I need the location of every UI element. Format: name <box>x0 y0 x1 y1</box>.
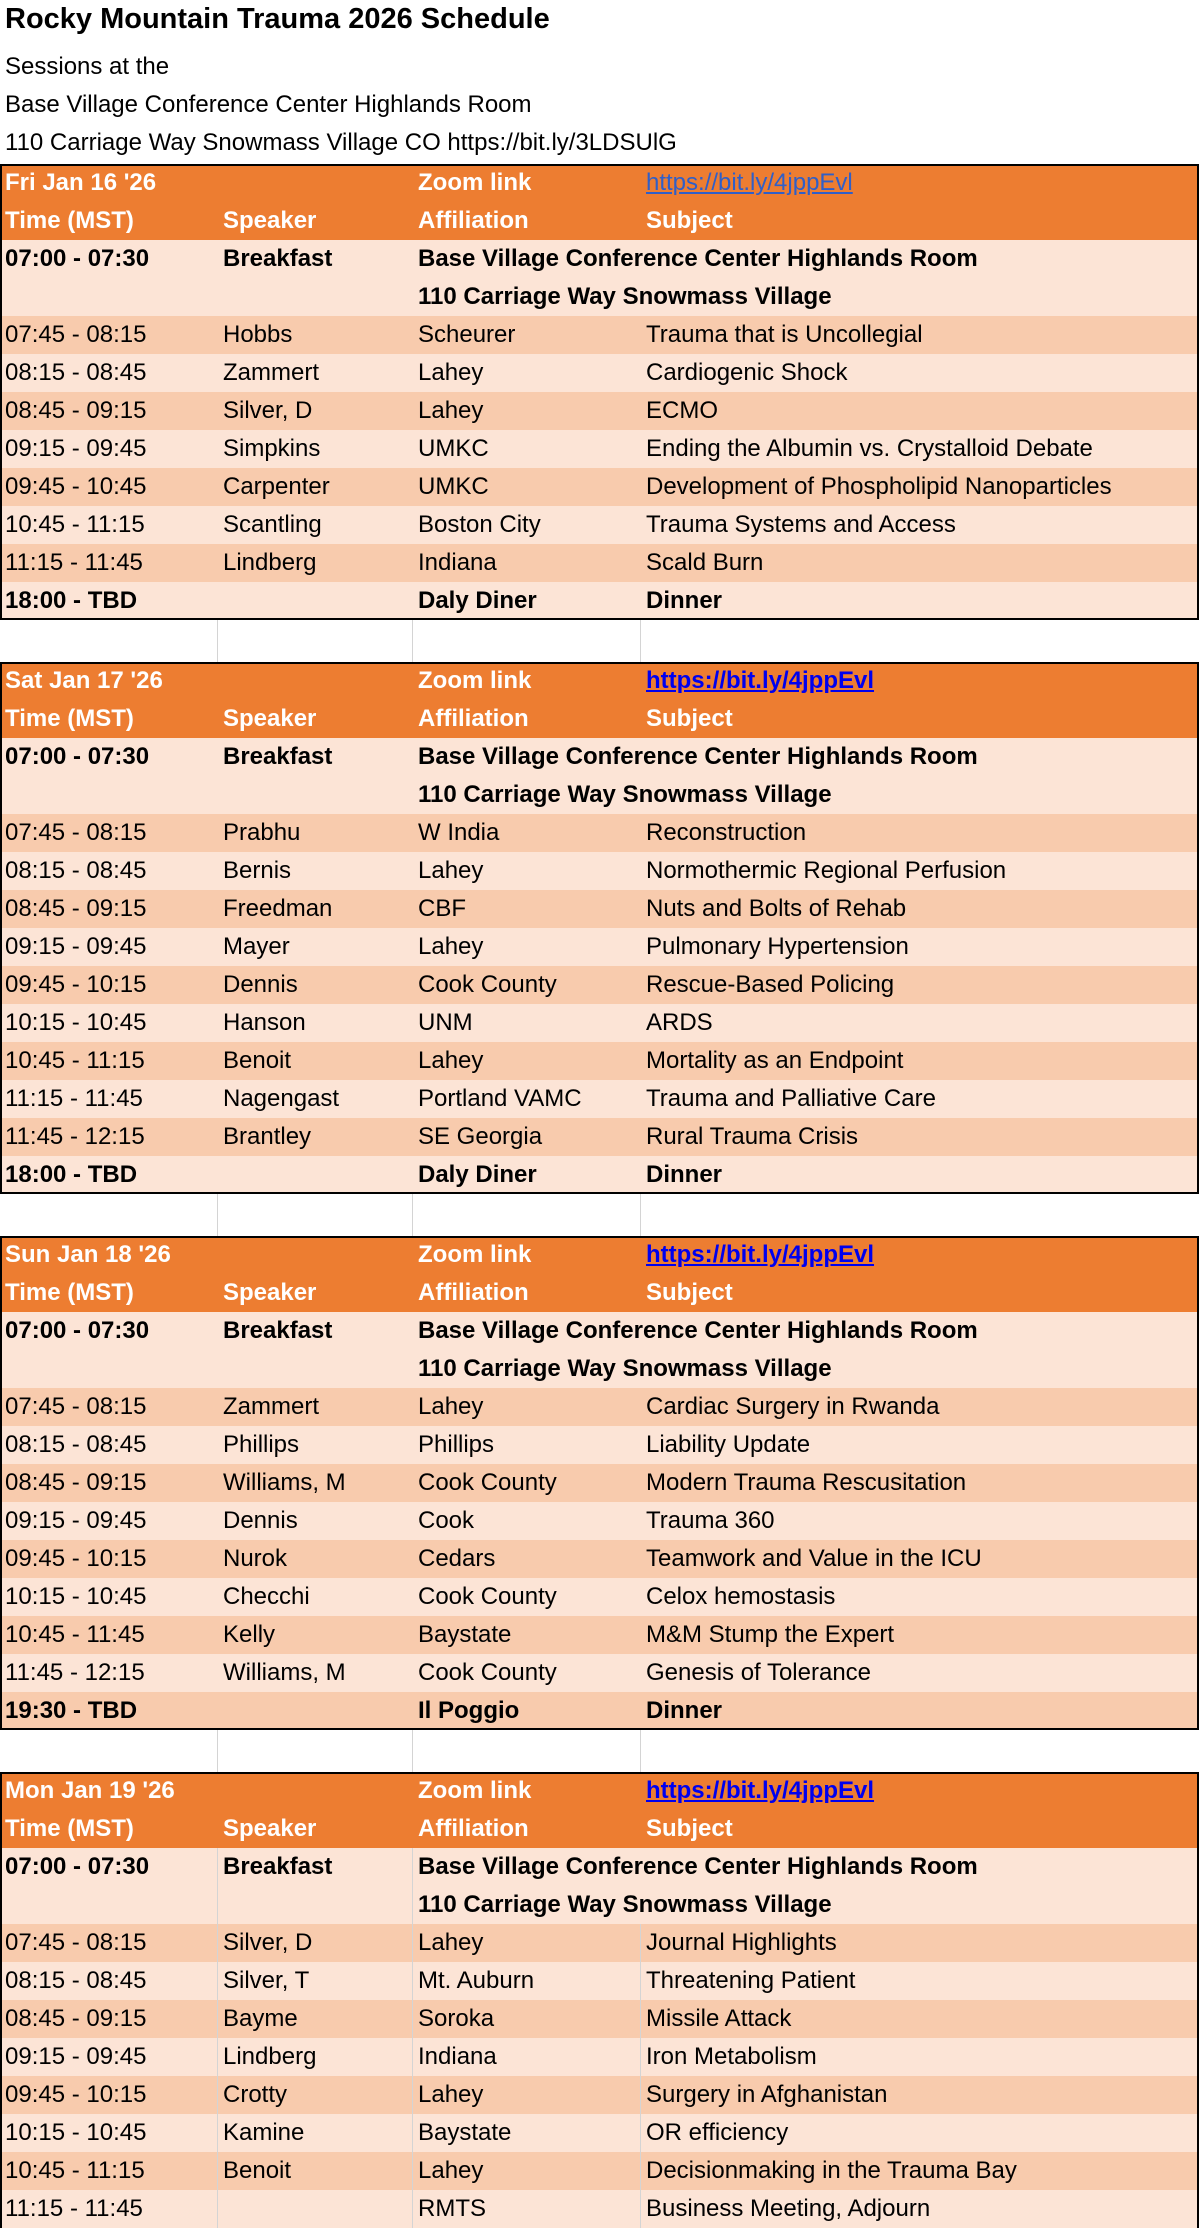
session-time: 10:45 - 11:45 <box>5 1621 145 1648</box>
session-subject: Teamwork and Value in the ICU <box>646 1545 982 1572</box>
session-affiliation: Lahey <box>418 397 484 424</box>
session-row <box>0 2190 1199 2228</box>
session-subject: Decisionmaking in the Trauma Bay <box>646 2157 1017 2184</box>
session-subject: Surgery in Afghanistan <box>646 2081 888 2108</box>
session-speaker <box>218 2190 413 2228</box>
day-header-row <box>0 1236 1199 1274</box>
session-speaker: Silver, T <box>218 1962 413 2000</box>
zoom-link-cell <box>641 164 1199 202</box>
session-affiliation: Lahey <box>418 1047 484 1074</box>
session-row <box>0 852 1199 890</box>
breakfast-time-blank <box>0 278 218 316</box>
session-speaker: Kamine <box>218 2114 413 2152</box>
session-affiliation: Baystate <box>413 2114 641 2152</box>
session-time: 09:45 - 10:15 <box>5 1545 147 1572</box>
session-subject: Business Meeting, Adjourn <box>646 2195 931 2222</box>
session-speaker: Hanson <box>223 1009 306 1036</box>
intro-row-2 <box>0 86 1199 124</box>
session-time: 09:15 - 09:45 <box>5 435 147 462</box>
session-affiliation: Cook County <box>418 1583 557 1610</box>
spacer-row <box>0 1194 1199 1236</box>
session-time: 08:45 - 09:15 <box>5 397 147 424</box>
breakfast-time: 07:00 - 07:30 <box>5 245 150 272</box>
session-time: 10:15 - 10:45 <box>5 1009 147 1036</box>
session-time: 08:45 - 09:15 <box>0 2000 218 2038</box>
day-label: Sat Jan 17 '26 <box>5 667 163 694</box>
session-time: 09:15 - 09:45 <box>5 1507 147 1534</box>
breakfast-row <box>0 738 1199 776</box>
breakfast-venue: Base Village Conference Center Highlands Room <box>418 1317 978 1344</box>
session-subject: Trauma that is Uncollegial <box>646 321 923 348</box>
session-speaker: Lindberg <box>223 549 317 576</box>
session-row <box>0 392 1199 430</box>
session-time: 08:45 - 09:15 <box>5 895 147 922</box>
breakfast-row-2 <box>0 278 1199 316</box>
dinner-venue: Il Poggio <box>418 1697 520 1724</box>
spacer-cell <box>218 1730 413 1772</box>
zoom-link-cell <box>641 662 1199 700</box>
session-speaker: Bayme <box>218 2000 413 2038</box>
spacer-cell <box>413 1730 641 1772</box>
spacer-row <box>0 1730 1199 1772</box>
dinner-speaker-blank <box>218 582 413 620</box>
session-affiliation: UMKC <box>418 435 489 462</box>
header-time: Time (MST) <box>5 207 134 234</box>
session-speaker: Kelly <box>223 1621 276 1648</box>
session-subject: Ending the Albumin vs. Crystalloid Debate <box>646 435 1093 462</box>
session-row <box>0 354 1199 392</box>
session-subject: Scald Burn <box>646 549 764 576</box>
session-affiliation: Lahey <box>413 1924 641 1962</box>
session-row <box>0 1654 1199 1692</box>
breakfast-time-blank <box>0 1886 218 1924</box>
session-row <box>0 1118 1199 1156</box>
title-row <box>0 0 1199 48</box>
session-subject: Cardiac Surgery in Rwanda <box>646 1393 940 1420</box>
zoom-link[interactable]: https://bit.ly/4jppEvl <box>646 169 853 196</box>
spacer-cell <box>413 1194 641 1236</box>
session-affiliation: SE Georgia <box>418 1123 543 1150</box>
session-subject: Normothermic Regional Perfusion <box>646 857 1007 884</box>
day-label: Fri Jan 16 '26 <box>5 169 157 196</box>
header-subject: Subject <box>646 1279 733 1306</box>
session-time: 07:45 - 08:15 <box>0 1924 218 1962</box>
session-subject: Pulmonary Hypertension <box>646 933 909 960</box>
session-affiliation: Phillips <box>418 1431 495 1458</box>
spacer-cell <box>0 1730 218 1772</box>
session-row <box>0 966 1199 1004</box>
session-affiliation: Cook County <box>418 1659 557 1686</box>
session-row <box>0 2000 1199 2038</box>
session-row <box>0 1426 1199 1464</box>
session-time: 08:15 - 08:45 <box>5 1431 147 1458</box>
spacer-cell <box>0 620 218 662</box>
session-subject: Genesis of Tolerance <box>646 1659 872 1686</box>
breakfast-venue: Base Village Conference Center Highlands Room <box>418 743 978 770</box>
session-subject: Mortality as an Endpoint <box>646 1047 904 1074</box>
session-subject: OR efficiency <box>646 2119 789 2146</box>
breakfast-row-2 <box>0 1350 1199 1388</box>
session-subject: Development of Phospholipid Nanoparticles <box>646 473 1112 500</box>
session-time: 11:15 - 11:45 <box>5 549 143 576</box>
day-header-row <box>0 1772 1199 1810</box>
intro-line: Base Village Conference Center Highlands Room <box>5 91 532 118</box>
session-time: 09:45 - 10:45 <box>5 473 147 500</box>
session-affiliation: Cook County <box>418 971 557 998</box>
zoom-link-cell <box>641 1772 1199 1810</box>
day-header-row <box>0 662 1199 700</box>
session-speaker: Zammert <box>223 359 319 386</box>
session-speaker: Benoit <box>218 2152 413 2190</box>
session-subject: Rural Trauma Crisis <box>646 1123 859 1150</box>
zoom-link-label: Zoom link <box>418 667 532 694</box>
session-row <box>0 430 1199 468</box>
spacer-cell <box>0 1194 218 1236</box>
session-subject: Reconstruction <box>646 819 807 846</box>
session-subject: Rescue-Based Policing <box>646 971 895 998</box>
header-affiliation: Affiliation <box>418 1279 529 1306</box>
zoom-link[interactable]: https://bit.ly/4jppEvl <box>646 667 875 694</box>
session-row <box>0 928 1199 966</box>
session-speaker: Nurok <box>223 1545 288 1572</box>
header-subject: Subject <box>646 207 733 234</box>
session-row <box>0 2076 1199 2114</box>
session-time: 09:15 - 09:45 <box>0 2038 218 2076</box>
session-subject: Celox hemostasis <box>646 1583 836 1610</box>
session-subject: Cardiogenic Shock <box>646 359 848 386</box>
session-subject: Nuts and Bolts of Rehab <box>646 895 907 922</box>
breakfast-label-blank <box>218 1350 413 1388</box>
session-affiliation: Portland VAMC <box>418 1085 582 1112</box>
session-time: 08:15 - 08:45 <box>0 1962 218 2000</box>
session-speaker: Williams, M <box>223 1469 346 1496</box>
session-speaker: Brantley <box>223 1123 312 1150</box>
session-affiliation: Cook <box>418 1507 475 1534</box>
zoom-link-label: Zoom link <box>418 1241 532 1268</box>
breakfast-label: Breakfast <box>218 1848 413 1886</box>
session-row <box>0 544 1199 582</box>
session-affiliation: UMKC <box>418 473 489 500</box>
session-row <box>0 1924 1199 1962</box>
session-time: 10:45 - 11:15 <box>5 1047 145 1074</box>
session-subject: Journal Highlights <box>646 1929 837 1956</box>
session-subject: Modern Trauma Rescusitation <box>646 1469 967 1496</box>
header-subject: Subject <box>646 1815 733 1842</box>
session-speaker: Checchi <box>223 1583 310 1610</box>
session-row <box>0 1080 1199 1118</box>
zoom-link[interactable]: https://bit.ly/4jppEvl <box>646 1777 875 1804</box>
session-time: 11:15 - 11:45 <box>0 2190 218 2228</box>
column-header-row <box>0 202 1199 240</box>
session-time: 10:45 - 11:15 <box>0 2152 218 2190</box>
session-row <box>0 2152 1199 2190</box>
header-speaker: Speaker <box>223 705 317 732</box>
breakfast-address: 110 Carriage Way Snowmass Village <box>418 781 832 808</box>
breakfast-venue: Base Village Conference Center Highlands Room <box>418 245 978 272</box>
breakfast-label: Breakfast <box>223 245 333 272</box>
session-row <box>0 1042 1199 1080</box>
session-affiliation: UNM <box>418 1009 473 1036</box>
session-speaker: Lindberg <box>218 2038 413 2076</box>
session-time: 09:45 - 10:15 <box>0 2076 218 2114</box>
session-affiliation: Soroka <box>413 2000 641 2038</box>
session-affiliation: Lahey <box>413 2152 641 2190</box>
breakfast-label-blank <box>218 776 413 814</box>
breakfast-address: 110 Carriage Way Snowmass Village <box>418 283 832 310</box>
session-row <box>0 468 1199 506</box>
session-speaker: Prabhu <box>223 819 301 846</box>
header-time: Time (MST) <box>5 705 134 732</box>
session-time: 11:45 - 12:15 <box>5 1123 145 1150</box>
session-subject: ECMO <box>646 397 718 424</box>
session-time: 08:45 - 09:15 <box>5 1469 147 1496</box>
session-speaker: Nagengast <box>223 1085 340 1112</box>
session-time: 10:15 - 10:45 <box>5 1583 147 1610</box>
breakfast-time-blank <box>0 1350 218 1388</box>
spacer-row <box>0 620 1199 662</box>
breakfast-row <box>0 1312 1199 1350</box>
session-row <box>0 890 1199 928</box>
breakfast-venue: Base Village Conference Center Highlands Room <box>418 1853 978 1880</box>
header-time: Time (MST) <box>5 1815 134 1842</box>
session-affiliation: Cook County <box>418 1469 557 1496</box>
session-speaker: Benoit <box>223 1047 292 1074</box>
session-speaker: Phillips <box>223 1431 300 1458</box>
header-affiliation: Affiliation <box>418 705 529 732</box>
dinner-time: 18:00 - TBD <box>5 587 138 614</box>
session-row <box>0 316 1199 354</box>
session-time: 10:15 - 10:45 <box>0 2114 218 2152</box>
column-header-row <box>0 1274 1199 1312</box>
session-speaker: Bernis <box>223 857 292 884</box>
session-affiliation: Indiana <box>418 549 497 576</box>
header-affiliation: Affiliation <box>418 1815 529 1842</box>
header-speaker: Speaker <box>223 1815 317 1842</box>
session-speaker: Freedman <box>223 895 333 922</box>
session-subject: M&M Stump the Expert <box>646 1621 895 1648</box>
zoom-link-label: Zoom link <box>418 169 532 196</box>
dinner-time: 19:30 - TBD <box>5 1697 138 1724</box>
session-affiliation: RMTS <box>413 2190 641 2228</box>
session-row <box>0 1502 1199 1540</box>
breakfast-row <box>0 1848 1199 1886</box>
session-time: 09:15 - 09:45 <box>5 933 147 960</box>
session-speaker: Carpenter <box>223 473 330 500</box>
session-affiliation: Cedars <box>418 1545 496 1572</box>
session-row <box>0 2038 1199 2076</box>
dinner-label: Dinner <box>646 587 723 614</box>
page-title: Rocky Mountain Trauma 2026 Schedule <box>5 3 550 35</box>
dinner-speaker-blank <box>218 1692 413 1730</box>
session-affiliation: CBF <box>418 895 466 922</box>
session-time: 07:45 - 08:15 <box>5 321 147 348</box>
session-subject: Threatening Patient <box>646 1967 856 1994</box>
zoom-link[interactable]: https://bit.ly/4jppEvl <box>646 1241 875 1268</box>
session-subject: Trauma 360 <box>646 1507 775 1534</box>
session-affiliation: Lahey <box>418 857 484 884</box>
intro-line: Sessions at the <box>5 53 170 80</box>
session-row <box>0 1388 1199 1426</box>
intro-row-1 <box>0 48 1199 86</box>
session-subject: Missile Attack <box>646 2005 792 2032</box>
session-affiliation: Lahey <box>418 359 484 386</box>
session-speaker: Hobbs <box>223 321 293 348</box>
breakfast-address: 110 Carriage Way Snowmass Village <box>418 1891 832 1918</box>
intro-line: 110 Carriage Way Snowmass Village CO https://bit.ly/3LDSUlG <box>5 129 677 156</box>
dinner-speaker-blank <box>218 1156 413 1194</box>
session-row <box>0 2114 1199 2152</box>
dinner-row <box>0 1156 1199 1194</box>
breakfast-row-2 <box>0 1886 1199 1924</box>
session-affiliation: W India <box>418 819 500 846</box>
session-subject: Iron Metabolism <box>646 2043 817 2070</box>
session-affiliation: Boston City <box>418 511 541 538</box>
session-time: 08:15 - 08:45 <box>5 857 147 884</box>
session-subject: Liability Update <box>646 1431 811 1458</box>
session-time: 11:15 - 11:45 <box>5 1085 143 1112</box>
dinner-label: Dinner <box>646 1161 723 1188</box>
spacer-cell <box>218 620 413 662</box>
spacer-cell <box>218 1194 413 1236</box>
breakfast-label-blank <box>218 278 413 316</box>
dinner-venue: Daly Diner <box>418 1161 537 1188</box>
session-speaker: Dennis <box>223 971 298 998</box>
session-subject: ARDS <box>646 1009 713 1036</box>
session-speaker: Crotty <box>218 2076 413 2114</box>
session-speaker: Simpkins <box>223 435 321 462</box>
column-header-row <box>0 1810 1199 1848</box>
session-affiliation: Baystate <box>418 1621 512 1648</box>
breakfast-label: Breakfast <box>223 1317 333 1344</box>
header-speaker: Speaker <box>223 207 317 234</box>
session-speaker: Silver, D <box>218 1924 413 1962</box>
session-speaker: Scantling <box>223 511 322 538</box>
column-header-row <box>0 700 1199 738</box>
dinner-venue: Daly Diner <box>418 587 537 614</box>
breakfast-row <box>0 240 1199 278</box>
breakfast-row-2 <box>0 776 1199 814</box>
session-row <box>0 814 1199 852</box>
breakfast-label-blank <box>218 1886 413 1924</box>
session-row <box>0 1540 1199 1578</box>
session-row <box>0 1616 1199 1654</box>
day-label: Sun Jan 18 '26 <box>5 1241 171 1268</box>
session-row <box>0 506 1199 544</box>
day-header-row <box>0 164 1199 202</box>
session-speaker: Williams, M <box>223 1659 346 1686</box>
header-speaker: Speaker <box>223 1279 317 1306</box>
session-time: 08:15 - 08:45 <box>5 359 147 386</box>
intro-row-3 <box>0 124 1199 162</box>
breakfast-time: 07:00 - 07:30 <box>5 1317 150 1344</box>
session-row <box>0 1004 1199 1042</box>
session-affiliation: Lahey <box>418 933 484 960</box>
breakfast-time-blank <box>0 776 218 814</box>
zoom-link-cell <box>641 1236 1199 1274</box>
zoom-link-label: Zoom link <box>418 1777 532 1804</box>
session-affiliation: Scheurer <box>418 321 516 348</box>
session-affiliation: Indiana <box>413 2038 641 2076</box>
dinner-time: 18:00 - TBD <box>5 1161 138 1188</box>
session-speaker: Zammert <box>223 1393 319 1420</box>
session-time: 10:45 - 11:15 <box>5 511 145 538</box>
session-time: 11:45 - 12:15 <box>5 1659 145 1686</box>
session-time: 07:45 - 08:15 <box>5 819 147 846</box>
session-affiliation: Lahey <box>418 1393 484 1420</box>
session-affiliation: Mt. Auburn <box>413 1962 641 2000</box>
breakfast-time: 07:00 - 07:30 <box>0 1848 218 1886</box>
session-time: 07:45 - 08:15 <box>5 1393 147 1420</box>
session-subject: Trauma and Palliative Care <box>646 1085 936 1112</box>
breakfast-time: 07:00 - 07:30 <box>5 743 150 770</box>
session-time: 09:45 - 10:15 <box>5 971 147 998</box>
dinner-row <box>0 1692 1199 1730</box>
header-time: Time (MST) <box>5 1279 134 1306</box>
session-affiliation: Lahey <box>413 2076 641 2114</box>
breakfast-address: 110 Carriage Way Snowmass Village <box>418 1355 832 1382</box>
header-affiliation: Affiliation <box>418 207 529 234</box>
dinner-label: Dinner <box>646 1697 723 1724</box>
day-label: Mon Jan 19 '26 <box>5 1777 175 1804</box>
breakfast-label: Breakfast <box>223 743 333 770</box>
session-subject: Trauma Systems and Access <box>646 511 956 538</box>
session-row <box>0 1962 1199 2000</box>
header-subject: Subject <box>646 705 733 732</box>
dinner-row <box>0 582 1199 620</box>
session-speaker: Mayer <box>223 933 290 960</box>
session-row <box>0 1464 1199 1502</box>
session-speaker: Silver, D <box>223 397 313 424</box>
session-speaker: Dennis <box>223 1507 298 1534</box>
session-row <box>0 1578 1199 1616</box>
spacer-cell <box>413 620 641 662</box>
